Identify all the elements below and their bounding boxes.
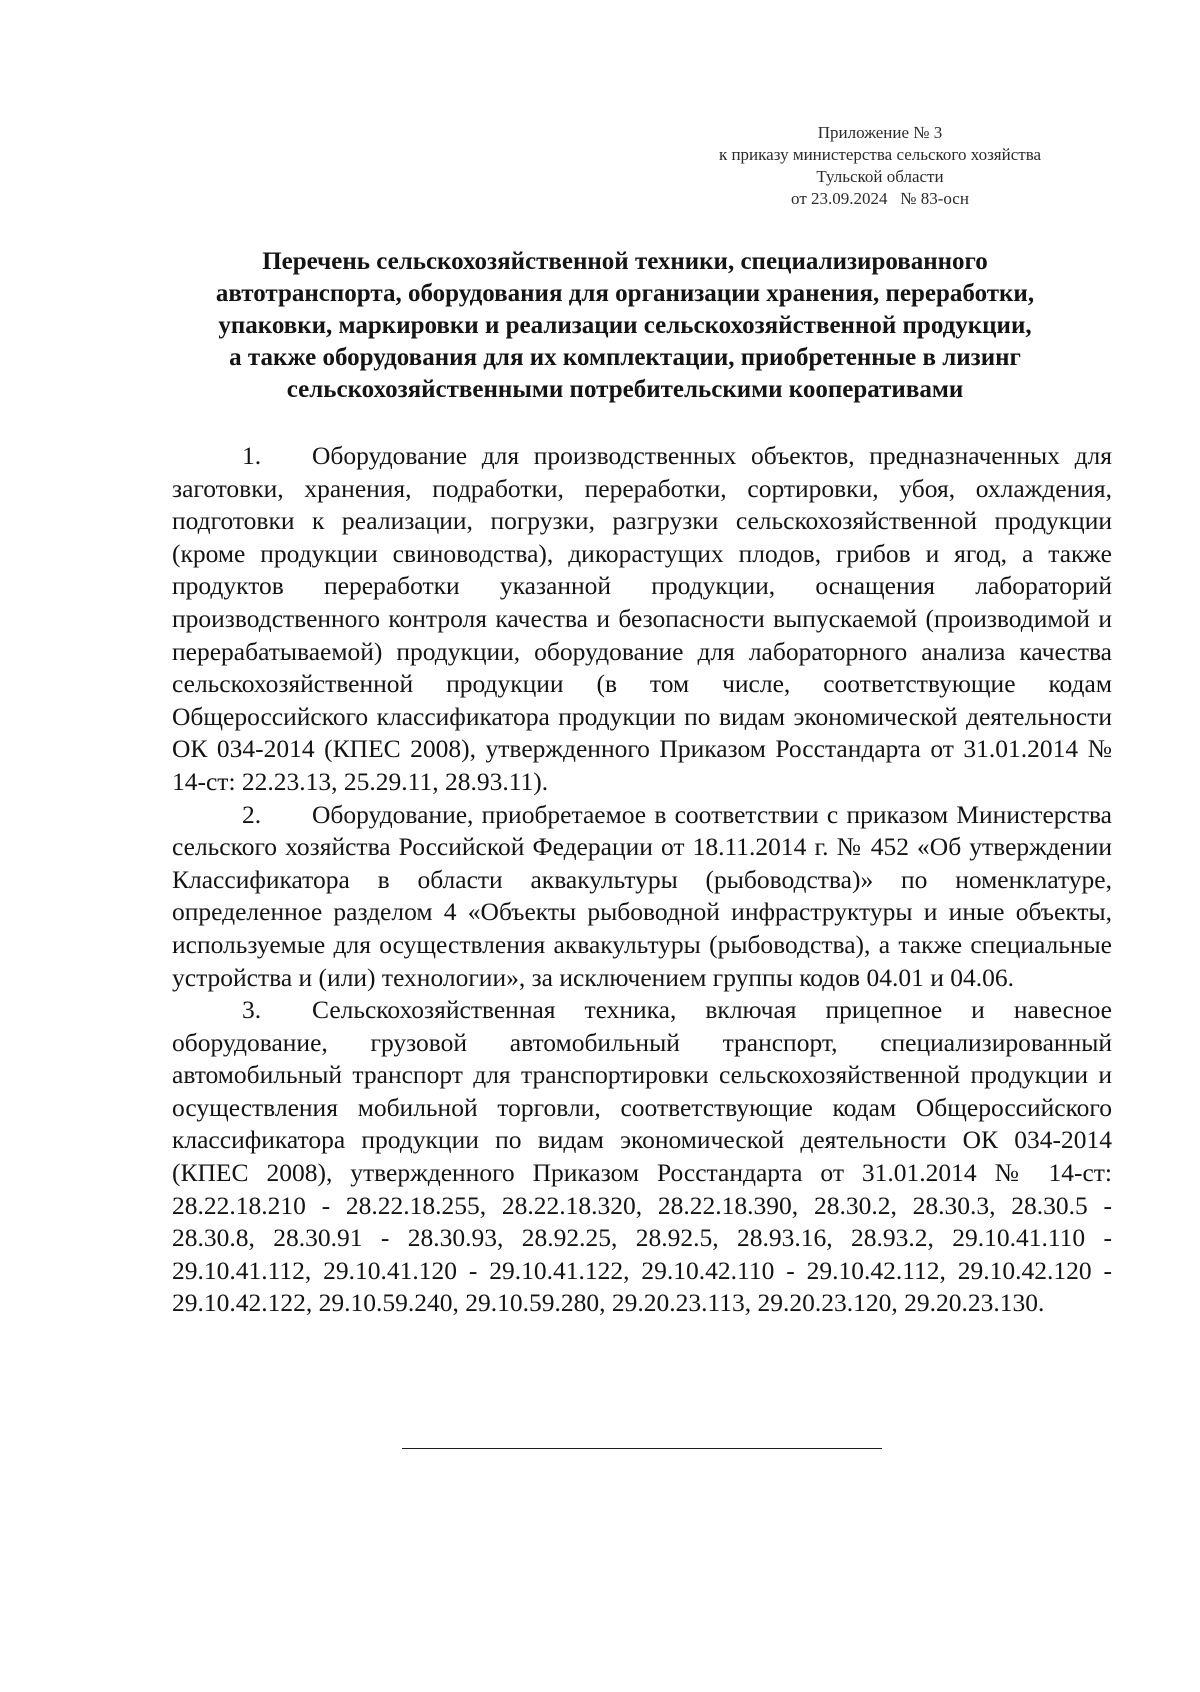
title-line: автотранспорта, оборудования для организации хранения, переработки, [215,280,1035,307]
numbered-list [172,440,1112,1320]
appendix-order-reference: к приказу министерства сельского хозяйства [718,145,1042,164]
list-item [172,994,1112,1320]
appendix-order-date-number: от 23.09.2024 № 83-осн [791,189,969,208]
title-line: Перечень сельскохозяйственной техники, специализированного [262,248,988,275]
title-line: упаковки, маркировки и реализации сельскохозяйственной продукции, [218,312,1032,339]
appendix-reference-block [680,122,1080,210]
appendix-number: Приложение № 3 [817,123,943,142]
item-text: Оборудование для производственных объектов, предназначенных для заготовки, хранения, подработки, переработки, сортировки, убоя, охлаждения, подготовки к реализации, погрузки, разгрузки сельскохозяйственной продукции (кроме продукции свиноводства), дикорастущих плодов, грибов и ягод, а также продуктов переработки указанной продукции, оснащения лабораторий производственного контроля качества и безопасности выпускаемой (производимой и перерабатываемой) продукции, оборудование для лабораторного анализа качества сельскохозяйственной продукции (в том числе, соответствующие кодам Общероссийского классификатора продукции по видам экономической деятельности ОК 034-2014 (КПЕС 2008), утвержденного Приказом Росстандарта от 31.01.2014 № 14-ст: 22.23.13, 25.29.11, 28.93.11). [172,441,1112,796]
document-title [165,246,1085,406]
end-of-document-rule [402,1448,882,1449]
item-text: Сельскохозяйственная техника, включая прицепное и навесное оборудование, грузовой автомобильный транспорт, специализированный автомобильный транспорт для транспортировки сельскохозяйственной продукции и осуществления мобильной торговли, соответствующие кодам Общероссийского классификатора продукции по видам экономической деятельности ОК 034-2014 (КПЕС 2008), утвержденного Приказом Росстандарта от 31.01.2014 № 14-ст: 28.22.18.210 - 28.22.18.255, 28.22.18.320, 28.22.18.390, 28.30.2, 28.30.3, 28.30.5 - 28.30.8, 28.30.91 - 28.30.93, 28.92.25, 28.92.5, 28.93.16, 28.93.2, 29.10.41.110 - 29.10.41.112, 29.10.41.120 - 29.10.41.122, 29.10.42.110 - 29.10.42.112, 29.10.42.120 - 29.10.42.122, 29.10.59.240, 29.10.59.280, 29.20.23.113, 29.20.23.120, 29.20.23.130. [172,995,1112,1318]
list-item [172,799,1112,995]
item-number: 1. [242,441,262,470]
item-number: 3. [242,995,262,1025]
item-text: Оборудование, приобретаемое в соответствии с приказом Министерства сельского хозяйства Российской Федерации от 18.11.2014 г. № 452 «Об утверждении Классификатора в области аквакультуры (рыбоводства)» по номенклатуре, определенное разделом 4 «Объекты рыбоводной инфраструктуры и иные объекты, используемые для осуществления аквакультуры (рыбоводства), а также специальные устройства и (или) технологии», за исключением группы кодов 04.01 и 04.06. [172,799,1112,992]
title-line: а также оборудования для их комплектации, приобретенные в лизинг [229,344,1021,371]
appendix-region: Тульской области [816,167,944,186]
list-item [172,440,1112,799]
title-line: сельскохозяйственными потребительскими кооперативами [286,376,964,403]
item-number: 2. [242,799,262,829]
